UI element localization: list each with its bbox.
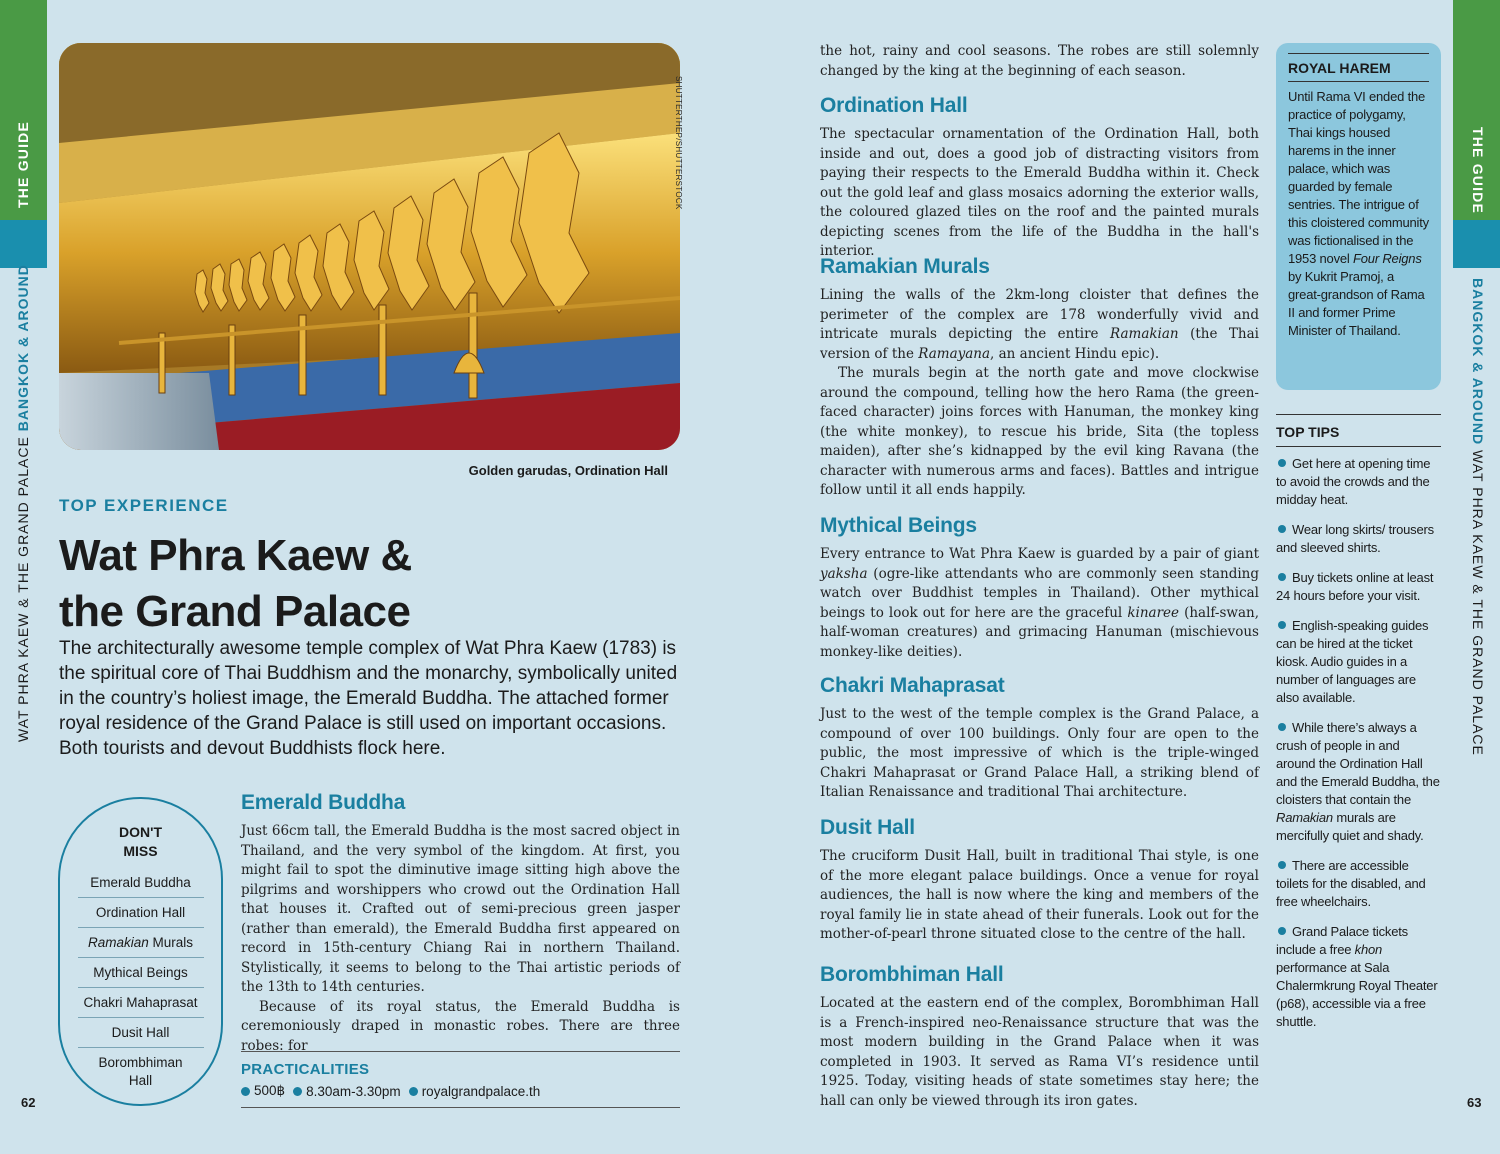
- photo-credit: SHUTTERTHEP/SHUTTERSTOCK: [674, 76, 683, 210]
- practicalities-row: [241, 1083, 680, 1099]
- left-chapter-label: WAT PHRA KAEW & THE GRAND PALACE: [15, 436, 31, 742]
- tip-text: Buy tickets online at least 24 hours before your visit.: [1276, 570, 1434, 603]
- text-run: Until Rama VI ended the practice of polygamy, Thai kings housed harems in the inner palace, which was guarded by female sentries. The intrigue of this cloistered community was fictionalised in the 1953 novel: [1288, 89, 1429, 266]
- text-run: (the Thai version of the: [820, 326, 1259, 362]
- tip-text: While there’s always a crush of people in and around the Ordination Hall and the Emerald Buddha, the cloisters that contain the: [1276, 720, 1440, 807]
- garuda-illustration: [59, 43, 680, 450]
- text-run: (ogre-like attendants who are commonly seen standing watch over Buddhist temples in Thailand). Other mythical beings to look out for here are the graceful: [820, 565, 1259, 621]
- tip-item: [1276, 569, 1441, 605]
- text-ordination-hall: The spectacular ornamentation of the Ordination Hall, both inside and out, does a good job of distracting visitors from paying their respects to the Emerald Buddha within it. Check out the gold leaf and glass mosaics adorning the exterior walls, the coloured glazed tiles on the roof and the painted murals depicting scenes from the life of the Buddha in the hall's interior.: [820, 126, 1259, 259]
- top-tips-box: [1276, 414, 1441, 1043]
- heading-borombhiman-hall: Borombhiman Hall: [820, 963, 1004, 986]
- dont-miss-item-text: Murals: [152, 935, 194, 950]
- bullet-icon: [241, 1087, 250, 1096]
- left-guide-label: THE GUIDE: [15, 120, 31, 208]
- price-item: [241, 1083, 285, 1099]
- website-link[interactable]: royalgrandpalace.th: [421, 1083, 541, 1099]
- tip-text: performance at Sala Chalermkrung Royal Theater (p68), accessible via a free shuttle.: [1276, 960, 1438, 1029]
- right-side-tab: [1453, 0, 1500, 1154]
- paragraph: Just 66cm tall, the Emerald Buddha is the most sacred object in Thailand, and the very symbol of the kingdom. At first, you might fail to spot the diminutive image sitting high above the pilgrims and worshippers who crowd out the Ordination Hall that houses it. Crafted out of semi-precious green jasper (rather than emerald), the Emerald Buddha first appeared on record in 15th-century Chiang Rai in northern Thailand. Stylistically, it seems to belong to the Thai artistic periods of the 13th to 14th centuries.: [241, 823, 680, 995]
- heading-chakri-mahaprasat: Chakri Mahaprasat: [820, 674, 1005, 697]
- tip-text-em: khon: [1354, 942, 1383, 957]
- right-section-label: BANGKOK & AROUND: [1470, 278, 1486, 446]
- dont-miss-list: [78, 868, 204, 1095]
- dont-miss-item: [78, 928, 204, 958]
- royal-harem-box: [1276, 43, 1441, 390]
- dont-miss-item: Borombhiman Hall: [98, 1055, 183, 1088]
- tip-text: murals are mercifully quiet and shady.: [1276, 810, 1424, 843]
- heading-mythical-beings: Mythical Beings: [820, 514, 977, 537]
- page-number-left: 62: [21, 1095, 36, 1110]
- left-tab-teal: [0, 220, 47, 268]
- page-number-right: 63: [1467, 1095, 1482, 1110]
- paragraph: [820, 286, 1259, 364]
- tip-item: [1276, 521, 1441, 557]
- text-em: Four Reigns: [1353, 251, 1422, 266]
- text-run: , an ancient Hindu epic).: [990, 345, 1160, 362]
- heading-dusit-hall: Dusit Hall: [820, 816, 915, 839]
- tip-text: Wear long skirts/ trousers and sleeved shirts.: [1276, 522, 1434, 555]
- text-em: yaksha: [820, 565, 868, 582]
- tip-item: [1276, 617, 1441, 707]
- royal-harem-text: [1288, 88, 1429, 340]
- royal-harem-title: ROYAL HAREM: [1288, 60, 1429, 82]
- text-dusit-hall: The cruciform Dusit Hall, built in traditional Thai style, is one of the more elegant palace buildings. Once a venue for royal audiences, the hall is now where the king and members of the royal family lie in state ahead of their funerals. Look out for the mother-of-pearl throne situated close to the centre of the hall.: [820, 848, 1259, 942]
- dont-miss-item: Ordination Hall: [78, 898, 204, 928]
- text-em: Ramayana: [918, 345, 991, 362]
- dont-miss-item: Chakri Mahaprasat: [78, 988, 204, 1018]
- right-chapter-label: WAT PHRA KAEW & THE GRAND PALACE: [1470, 450, 1486, 756]
- left-running-head: [15, 264, 31, 742]
- text-run: (half-swan, half-woman creatures) and grimacing Hanuman (mischievous monkey-like deities).: [820, 604, 1259, 660]
- dont-miss-box: [58, 797, 223, 1106]
- dont-miss-title-line-1: DON'T: [119, 824, 162, 840]
- right-guide-label: THE GUIDE: [1470, 127, 1486, 215]
- tip-text: Grand Palace tickets include a free: [1276, 924, 1408, 957]
- heading-ordination-hall: Ordination Hall: [820, 94, 968, 117]
- hours-item: [293, 1084, 401, 1099]
- bullet-icon: [1278, 459, 1286, 467]
- paragraph: The murals begin at the north gate and move clockwise around the compound, telling how the hero Rama (the green-faced character) joins forces with Hanuman, the monkey king (the white monkey), to rescue his bride, Sita (the topless maiden), after she’s kidnapped by the evil king Ravana (the character with numerous arms and faces). Battles and intrigue follow until it all ends happily.: [820, 365, 1259, 498]
- tip-item: [1276, 455, 1441, 509]
- practicalities-heading: PRACTICALITIES: [241, 1061, 370, 1078]
- text-run: Lining the walls of the 2km-long cloister that defines the perimeter of the complex are 178 wonderfully vivid and intricate murals depicting the entire: [820, 287, 1259, 342]
- text-emerald-buddha: [241, 822, 680, 1056]
- page-title: [59, 528, 699, 640]
- website-item[interactable]: [409, 1084, 541, 1099]
- top-experience-kicker: TOP EXPERIENCE: [59, 496, 229, 515]
- bullet-icon: [409, 1087, 418, 1096]
- dont-miss-item: Emerald Buddha: [78, 868, 204, 898]
- text-run: Every entrance to Wat Phra Kaew is guarded by a pair of giant: [820, 546, 1259, 562]
- dont-miss-title: [60, 823, 221, 861]
- photo-golden-garudas: [59, 43, 680, 450]
- paragraph: Because of its royal status, the Emerald Buddha is ceremoniously draped in monastic robes. There are three robes: for: [241, 998, 680, 1054]
- bullet-icon: [1278, 621, 1286, 629]
- bullet-icon: [1278, 525, 1286, 533]
- top-tips-title: TOP TIPS: [1276, 414, 1441, 447]
- text-run: by Kukrit Pramoj, a great-grandson of Rama II and former Prime Minister of Thailand.: [1288, 269, 1425, 338]
- top-tips-list: [1276, 455, 1441, 1031]
- dont-miss-item: Dusit Hall: [78, 1018, 204, 1048]
- hours-text: 8.30am-3.30pm: [306, 1083, 401, 1099]
- tip-text: Get here at opening time to avoid the crowds and the midday heat.: [1276, 456, 1431, 507]
- tip-item: [1276, 719, 1441, 845]
- text-mythical-beings: [820, 545, 1259, 662]
- tip-text-em: Ramakian: [1276, 810, 1333, 825]
- intro-paragraph: The architecturally awesome temple complex of Wat Phra Kaew (1783) is the spiritual core of Thai Buddhism and the monarchy, symbolically united in the country’s holiest image, the Emerald Buddha. The attached former royal residence of the Grand Palace is still used on important occasions. Both tourists and devout Buddhists flock here.: [59, 638, 678, 759]
- tip-item: [1276, 923, 1441, 1031]
- text-ramakian-murals: [820, 286, 1259, 501]
- divider: [1288, 53, 1429, 54]
- dont-miss-item-em: Ramakian: [87, 935, 149, 950]
- bullet-icon: [1278, 927, 1286, 935]
- text-borombhiman-hall: Located at the eastern end of the complex, Borombhiman Hall is a French-inspired neo-Renaissance structure that was the most modern building in the Grand Palace when it was completed in 1903. It served as Rama VI’s residence until 1925. Today, visiting heads of state sometimes stay here; the hall can only be viewed through its iron gates.: [820, 995, 1259, 1109]
- practicalities-box: [241, 1051, 680, 1108]
- text-emerald-continued: the hot, rainy and cool seasons. The robes are still solemnly changed by the king at the beginning of each season.: [820, 43, 1259, 79]
- text-em: kinaree: [1127, 604, 1180, 621]
- tip-item: [1276, 857, 1441, 911]
- heading-ramakian-murals: Ramakian Murals: [820, 255, 990, 278]
- page-title-line-1: Wat Phra Kaew &: [59, 531, 412, 580]
- page-title-line-2: the Grand Palace: [59, 587, 411, 636]
- bullet-icon: [1278, 861, 1286, 869]
- bullet-icon: [1278, 573, 1286, 581]
- paragraph: [820, 545, 1259, 662]
- right-tab-teal: [1453, 220, 1500, 268]
- dont-miss-title-line-2: MISS: [123, 843, 158, 859]
- tip-text: English-speaking guides can be hired at the ticket kiosk. Audio guides in a number of languages are also available.: [1276, 618, 1429, 705]
- photo-caption: Golden garudas, Ordination Hall: [468, 463, 668, 478]
- bullet-icon: [293, 1087, 302, 1096]
- bullet-icon: [1278, 723, 1286, 731]
- price-text: 500฿: [254, 1083, 286, 1098]
- tip-text: There are accessible toilets for the disabled, and free wheelchairs.: [1276, 858, 1426, 909]
- right-running-head: [1470, 278, 1486, 756]
- left-side-tab: [0, 0, 47, 1154]
- text-chakri-mahaprasat: Just to the west of the temple complex is the Grand Palace, a compound of over 100 buildings. Only four are open to the public, the most impressive of which is the triple-winged Chakri Mahaprasat or Grand Palace Hall, a striking blend of Italian Renaissance and traditional Thai architecture.: [820, 706, 1259, 800]
- dont-miss-item: Mythical Beings: [78, 958, 204, 988]
- left-section-label: BANGKOK & AROUND: [15, 264, 31, 432]
- text-em: Ramakian: [1110, 326, 1179, 342]
- heading-emerald-buddha: Emerald Buddha: [241, 791, 406, 814]
